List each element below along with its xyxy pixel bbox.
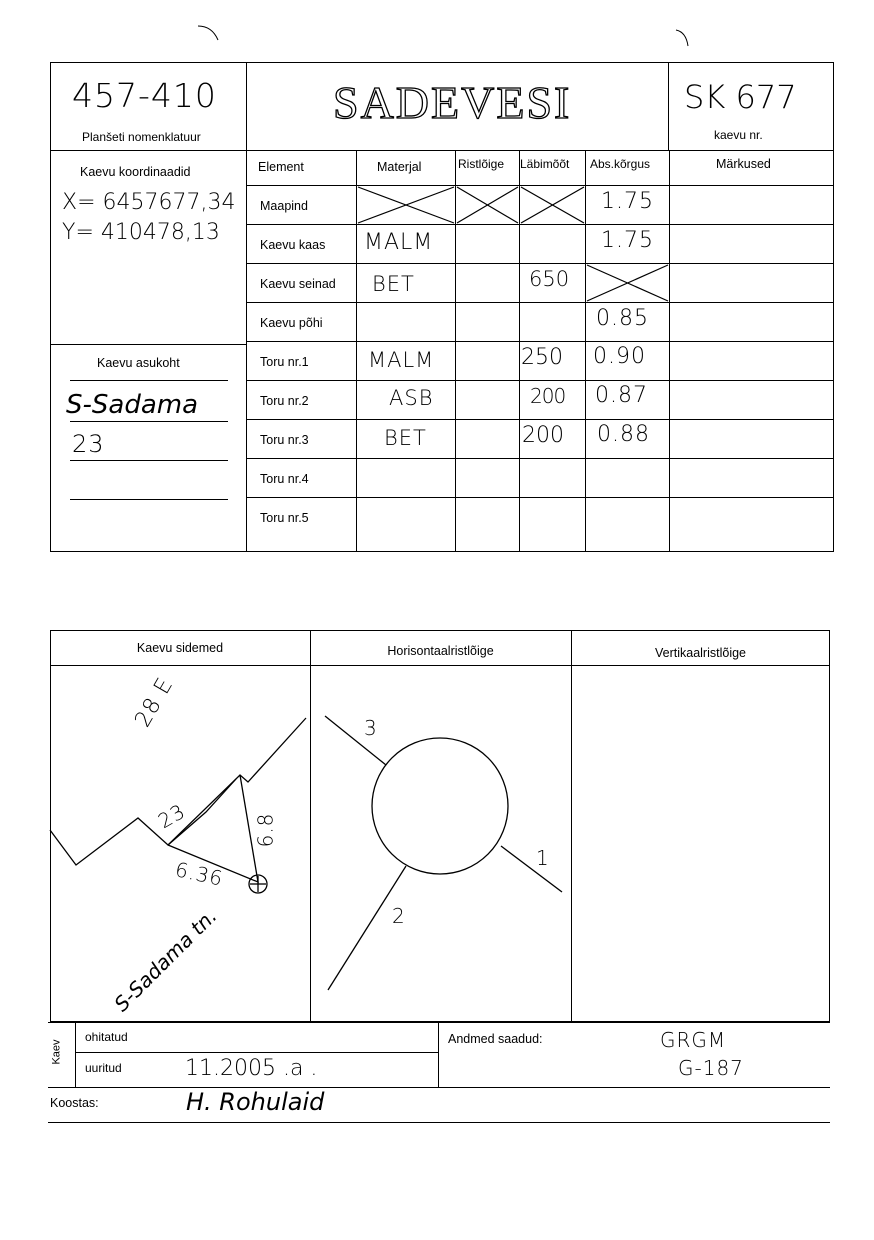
cell-diameter: 200 bbox=[530, 384, 566, 408]
ties-label: Kaevu sidemed bbox=[136, 641, 224, 655]
row-label-pipe-2: Toru nr.2 bbox=[260, 394, 309, 408]
tie-street-name: S-Sadama tn. bbox=[109, 903, 222, 1017]
data-source-value-1: GRGM bbox=[660, 1028, 727, 1052]
cell-abs-height: 1.75 bbox=[601, 189, 654, 214]
pipe-label-1: 1 bbox=[536, 846, 550, 870]
column-header-element: Element bbox=[258, 160, 304, 174]
row-label-lid: Kaevu kaas bbox=[260, 238, 326, 252]
column-header-diameter: Läbimõõt bbox=[520, 157, 570, 171]
cell-diameter: 650 bbox=[529, 267, 570, 291]
compiled-by-label: Koostas: bbox=[50, 1096, 99, 1110]
cell-diameter: 200 bbox=[522, 423, 564, 448]
checked-label: ohitatud bbox=[85, 1030, 128, 1044]
data-source-label: Andmed saadud: bbox=[448, 1032, 543, 1046]
tie-side-c: 6.8 bbox=[253, 812, 278, 848]
cell-diameter: 250 bbox=[521, 345, 563, 370]
location-line-1: S-Sadama bbox=[66, 390, 199, 420]
row-label-pipe-4: Toru nr.4 bbox=[260, 472, 309, 486]
cell-material: MALM bbox=[368, 348, 435, 372]
cell-material: ASB bbox=[389, 386, 434, 410]
cell-abs-height: 0.85 bbox=[596, 306, 649, 331]
map-sheet-label: Planšeti nomenklatuur bbox=[82, 130, 201, 144]
coordinate-x: X= 6457677,34 bbox=[62, 190, 236, 215]
cell-abs-height: 0.90 bbox=[593, 344, 646, 369]
cell-abs-height: 1.75 bbox=[601, 228, 654, 253]
page-title: SADEVESI bbox=[333, 77, 572, 128]
row-label-pipe-3: Toru nr.3 bbox=[260, 433, 309, 447]
column-header-cross-section: Ristlõige bbox=[458, 157, 505, 171]
row-label-pipe-1: Toru nr.1 bbox=[260, 355, 309, 369]
row-label-pipe-5: Toru nr.5 bbox=[260, 511, 309, 525]
surveyed-label: uuritud bbox=[85, 1061, 122, 1075]
well-number-value: SK 677 bbox=[684, 78, 797, 116]
vertical-section-label: Vertikaalristlõige bbox=[654, 646, 746, 660]
row-label-ground: Maapind bbox=[260, 199, 308, 213]
cell-abs-height: 0.87 bbox=[595, 383, 648, 408]
cell-material: BET bbox=[384, 426, 427, 450]
horizontal-section-label: Horisontaalristlõige bbox=[387, 644, 494, 658]
row-label-walls: Kaevu seinad bbox=[260, 277, 336, 291]
data-source-value-2: G-187 bbox=[678, 1056, 744, 1080]
column-header-notes: Märkused bbox=[716, 157, 771, 171]
pipe-label-2: 2 bbox=[392, 904, 406, 928]
tie-side-a: 23 bbox=[153, 798, 190, 834]
well-number-label: kaevu nr. bbox=[714, 128, 763, 142]
tie-building-number: 28 E bbox=[130, 673, 179, 732]
footer-side-label: Kaev bbox=[50, 1039, 63, 1065]
location-label: Kaevu asukoht bbox=[97, 356, 180, 370]
map-sheet-value: 457-410 bbox=[72, 76, 217, 115]
cell-abs-height: 0.88 bbox=[597, 422, 650, 447]
compiled-by-signature: H. Rohulaid bbox=[186, 1088, 325, 1116]
pipe-label-3: 3 bbox=[364, 716, 378, 740]
cell-material: BET bbox=[372, 272, 415, 296]
tie-side-b: 6.36 bbox=[173, 857, 226, 891]
row-label-bottom: Kaevu põhi bbox=[260, 316, 323, 330]
column-header-material: Materjal bbox=[377, 160, 422, 174]
coordinate-y: Y= 410478,13 bbox=[62, 220, 220, 245]
column-header-abs-height: Abs.kõrgus bbox=[590, 157, 651, 171]
cell-material: MALM bbox=[364, 230, 434, 255]
coordinates-label: Kaevu koordinaadid bbox=[80, 165, 191, 179]
location-line-2: 23 bbox=[72, 430, 105, 458]
surveyed-value: 11.2005 .a . bbox=[185, 1056, 318, 1081]
